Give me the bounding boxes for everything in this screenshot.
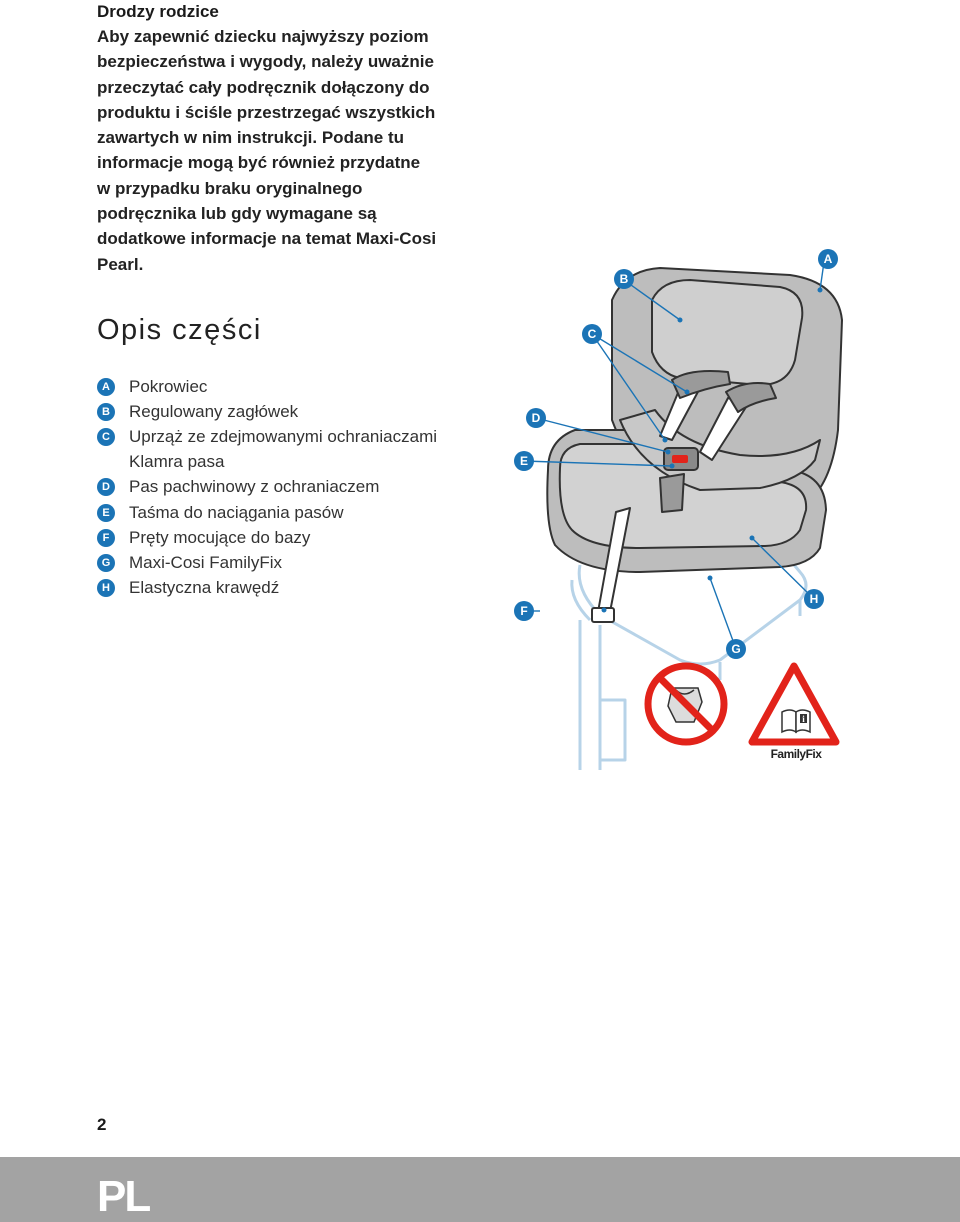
- callout-g: [726, 639, 746, 659]
- part-letter-badge: F: [97, 529, 115, 547]
- part-label: Uprząż ze zdejmowanymi ochraniaczami: [129, 426, 438, 446]
- svg-text:D: D: [531, 411, 541, 425]
- part-item: [97, 576, 437, 601]
- car-seat-illustration: [500, 240, 960, 780]
- part-item: [97, 525, 437, 550]
- svg-text:H: H: [809, 592, 819, 606]
- part-item: [97, 450, 437, 475]
- intro-title: Drodzy rodzice: [97, 2, 219, 21]
- intro-line: w przypadku braku oryginalnego: [97, 178, 363, 198]
- svg-text:i: i: [802, 714, 805, 724]
- intro-line: dodatkowe informacje na temat Maxi-Cosi: [97, 229, 437, 249]
- part-item: [97, 424, 437, 449]
- callout-c: [582, 324, 602, 344]
- part-letter-badge: E: [97, 504, 115, 522]
- intro-line: Aby zapewnić dziecku najwyższy poziom: [97, 27, 429, 46]
- callout-a: [818, 249, 838, 269]
- part-label: Elastyczna krawędź: [129, 578, 280, 598]
- callout-h: [804, 589, 824, 609]
- part-letter-badge: H: [97, 579, 115, 597]
- crotch-pad: [660, 474, 684, 512]
- svg-text:G: G: [731, 642, 741, 656]
- callout-d: [526, 408, 546, 428]
- part-label: Pokrowiec: [129, 376, 208, 396]
- no-airbag-icon: [648, 666, 724, 742]
- callout-e: [514, 451, 534, 471]
- parts-list: [97, 374, 437, 601]
- svg-text:A: A: [823, 252, 833, 266]
- intro-line: Pearl.: [97, 254, 144, 274]
- seat-shell: [547, 268, 842, 572]
- part-label: Pręty mocujące do bazy: [129, 527, 311, 547]
- part-item: [97, 374, 437, 399]
- headrest: [652, 280, 802, 385]
- part-letter-badge: G: [97, 554, 115, 572]
- intro-line: bezpieczeństwa i wygody, należy uważnie: [97, 52, 434, 72]
- part-item: [97, 500, 437, 525]
- svg-text:F: F: [520, 604, 528, 618]
- part-item: [97, 399, 437, 424]
- part-letter-badge: B: [97, 403, 115, 421]
- page-number: 2: [97, 1115, 107, 1134]
- section-title: Opis części: [97, 314, 262, 346]
- svg-text:E: E: [519, 454, 529, 468]
- part-item: [97, 475, 437, 500]
- svg-text:C: C: [587, 327, 597, 341]
- callout-b: [614, 269, 634, 289]
- part-label: Pas pachwinowy z ochraniaczem: [129, 477, 380, 497]
- part-letter-badge: C: [97, 428, 115, 446]
- svg-text:B: B: [619, 272, 629, 286]
- callout-f: [514, 601, 534, 621]
- intro-block: [97, 0, 497, 277]
- part-label: Klamra pasa: [129, 452, 225, 472]
- intro-line: zawartych w nim instrukcji. Podane tu: [97, 128, 405, 148]
- intro-line: informacje mogą być również przydatne: [97, 153, 421, 173]
- intro-line: podręcznika lub gdy wymagane są: [97, 204, 377, 224]
- familyfix-label: FamilyFix: [770, 747, 822, 761]
- part-label: Regulowany zagłówek: [129, 401, 299, 421]
- part-letter-badge: D: [97, 478, 115, 496]
- part-label: Maxi-Cosi FamilyFix: [129, 552, 282, 572]
- buckle-release: [672, 455, 688, 463]
- part-item: [97, 550, 437, 575]
- language-code: PL: [97, 1172, 150, 1221]
- read-manual-warning-icon: [752, 666, 836, 761]
- intro-line: przeczytać cały podręcznik dołączony do: [97, 77, 430, 97]
- part-letter-badge: A: [97, 378, 115, 396]
- intro-line: produktu i ściśle przestrzegać wszystkich: [97, 102, 436, 122]
- part-label: Taśma do naciągania pasów: [129, 502, 344, 522]
